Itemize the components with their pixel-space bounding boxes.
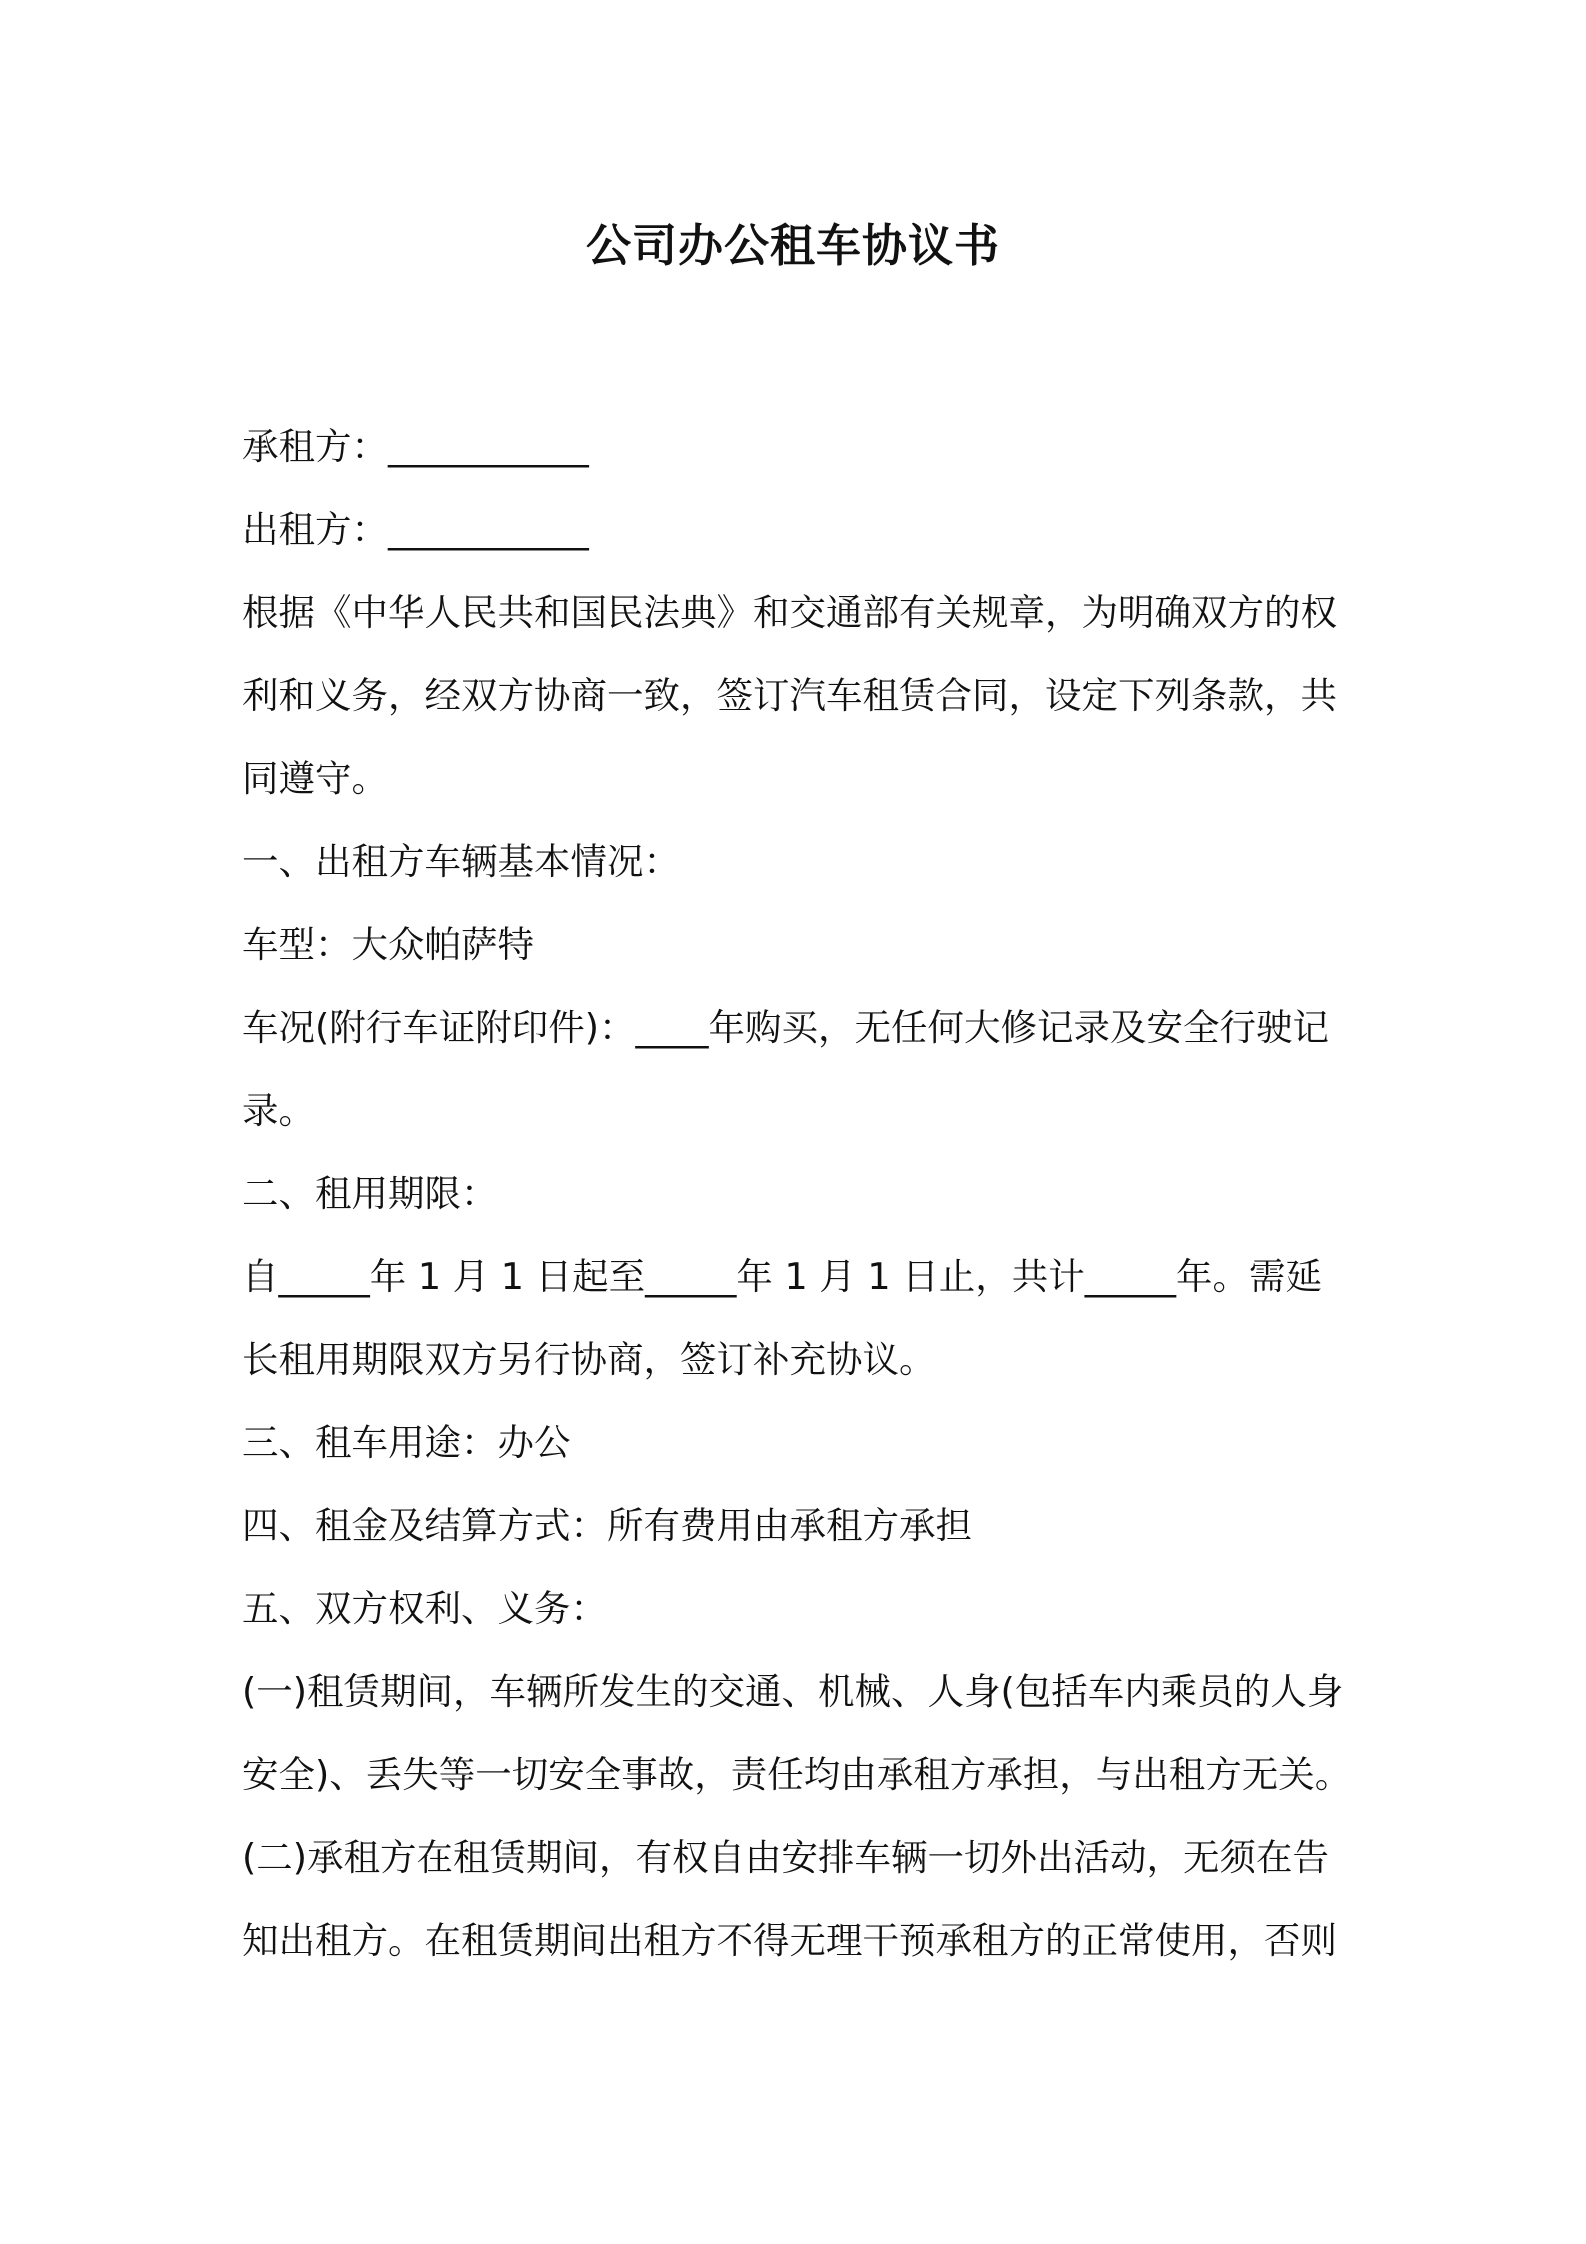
section-5-heading: 五、双方权利、义务： [242,1587,607,1630]
lease-period-line-1: 自_____年 1 月 1 日起至_____年 1 月 1 日止，共计_____年。需延 [242,1255,1322,1298]
section-4-heading: 四、租金及结算方式：所有费用由承租方承担 [242,1504,972,1547]
vehicle-model-line: 车型：大众帕萨特 [242,923,534,966]
vehicle-condition-line-1: 车况(附行车证附印件)：____年购买，无任何大修记录及安全行驶记 [242,1006,1329,1049]
clause-2-line-2: 知出租方。在租赁期间出租方不得无理干预承租方的正常使用，否则 [242,1919,1337,1962]
vehicle-condition-line-2: 录。 [242,1089,315,1132]
clause-1-line-2: 安全)、丢失等一切安全事故，责任均由承租方承担，与出租方无关。 [242,1753,1352,1796]
preamble-line-1: 根据《中华人民共和国民法典》和交通部有关规章，为明确双方的权 [242,591,1337,634]
document-body [242,405,1362,1982]
document-title: 公司办公租车协议书 [585,219,1000,272]
preamble-line-3: 同遵守。 [242,757,388,800]
section-1-heading: 一、出租方车辆基本情况： [242,840,680,883]
section-2-heading: 二、租用期限： [242,1172,498,1215]
lease-period-line-2: 长租用期限双方另行协商，签订补充协议。 [242,1338,936,1381]
lessor-line: 出租方：___________ [242,508,589,551]
preamble-line-2: 利和义务，经双方协商一致，签订汽车租赁合同，设定下列条款，共 [242,674,1337,717]
section-3-heading: 三、租车用途：办公 [242,1421,571,1464]
clause-1-line-1: (一)租赁期间，车辆所发生的交通、机械、人身(包括车内乘员的人身 [242,1670,1344,1713]
clause-2-line-1: (二)承租方在租赁期间，有权自由安排车辆一切外出活动，无须在告 [242,1836,1329,1879]
lessee-line: 承租方：___________ [242,425,589,468]
